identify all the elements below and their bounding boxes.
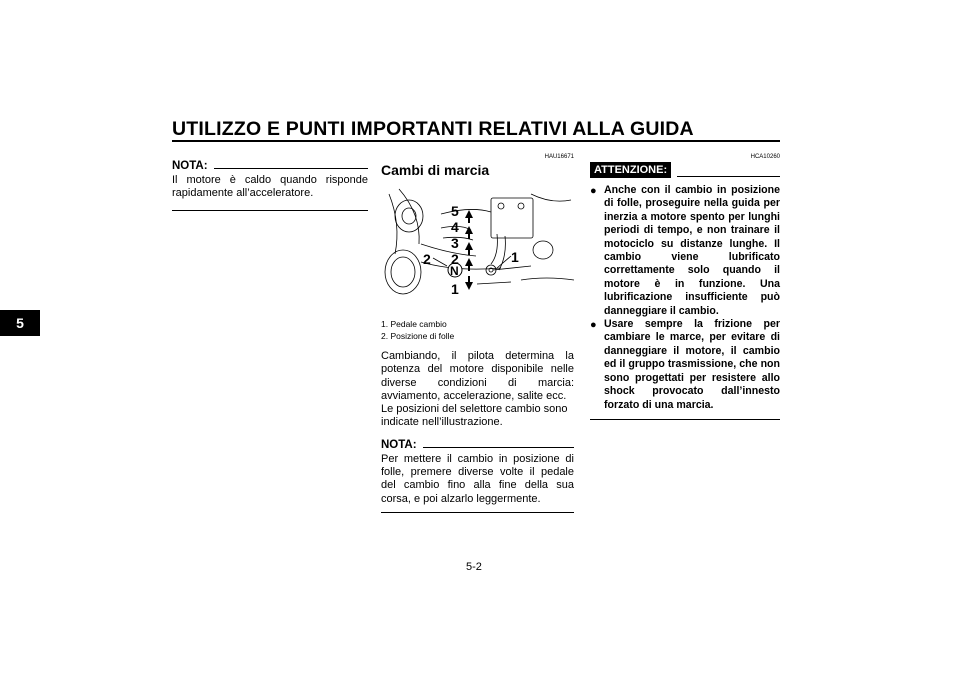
nota-line-2 <box>423 447 574 448</box>
figure-label-2: 2 <box>451 251 459 267</box>
figure-label-n: N <box>450 264 459 278</box>
figure-callout-1: 1 <box>511 249 519 265</box>
nota-label: NOTA: <box>172 160 208 172</box>
body-text-2: Le posizioni del selettore cambio sono indicate nell’illustrazione. <box>381 403 568 429</box>
body-text: Cambiando, il pilota determina la potenza del motore disponibile nelle diverse condizioni di marcia: avviamento, accelerazione, salite ecc. <box>381 350 574 402</box>
figure-callout-2: 2 <box>423 251 431 267</box>
nota-end-rule-2 <box>381 512 574 513</box>
attention-item <box>590 184 780 318</box>
nota-text: Il motore è caldo quando risponde rapidamente all’acceleratore. <box>172 174 368 200</box>
column-1 <box>172 160 368 211</box>
page-title: UTILIZZO E PUNTI IMPORTANTI RELATIVI ALLA GUIDA <box>172 118 694 140</box>
figure-label-3: 3 <box>451 235 459 251</box>
nota-end-rule <box>172 210 368 211</box>
attention-list <box>590 184 780 412</box>
nota-label-2: NOTA: <box>381 438 417 451</box>
title-rule <box>172 140 780 142</box>
attention-heading <box>590 162 780 178</box>
caption-1: 1. Pedale cambio <box>381 319 447 329</box>
attention-line <box>677 176 780 177</box>
attention-item-text: Usare sempre la frizione per cambiare le marce, per evitare di danneggiare il motore, il cambio ed il gruppo trasmissione, che non sono progettati per resistere allo shock provocato dall’innesto forzato di una marcia. <box>604 318 780 411</box>
nota-heading-2 <box>381 439 574 451</box>
attention-label: ATTENZIONE: <box>590 162 671 178</box>
bullet-icon: ● <box>590 319 597 332</box>
attention-end-rule <box>590 419 780 420</box>
nota-heading <box>172 160 368 172</box>
section-title: Cambi di marcia <box>381 162 490 178</box>
attention-code: HCA10260 <box>750 154 780 160</box>
column-3 <box>590 154 780 420</box>
figure-label-4: 4 <box>451 219 459 235</box>
column-2 <box>381 154 574 513</box>
attention-item-text: Anche con il cambio in posizione di folle, proseguire nella guida per inerzia a motore spento per lunghi periodi di tempo, e non trainare il motociclo su distanze lunghe. Il cambio viene lubrificato correttamente solo quando il motore è in funzione. Una lubrificazione insufficiente può danneggiare il cambio. <box>604 184 780 317</box>
gear-shift-figure <box>381 184 574 304</box>
chapter-tab: 5 <box>0 310 40 336</box>
figure-label-5: 5 <box>451 203 459 219</box>
nota-text-2: Per mettere il cambio in posizione di folle, premere diverse volte il pedale del cambio fino alla fine della sua corsa, e poi alzarlo leggermente. <box>381 452 574 505</box>
bullet-icon: ● <box>590 185 597 197</box>
nota-line <box>214 168 368 169</box>
figure-label-1: 1 <box>451 281 459 297</box>
section-code: HAU16671 <box>544 154 574 160</box>
attention-item <box>590 318 780 412</box>
page-number: 5-2 <box>466 561 482 573</box>
caption-2: 2. Posizione di folle <box>381 331 455 341</box>
